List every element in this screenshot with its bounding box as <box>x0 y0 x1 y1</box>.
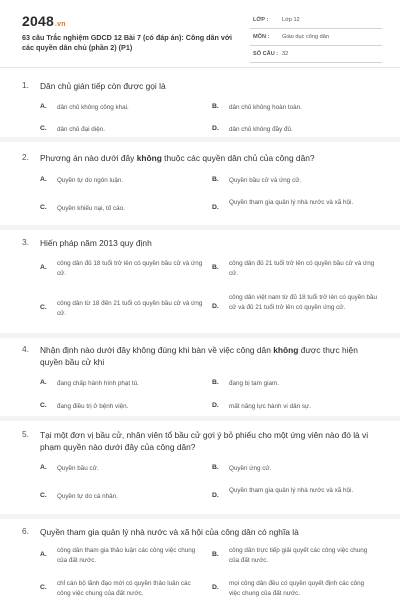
option-text: công dân trực tiếp giải quyết các công việc chung của đất nước. <box>229 547 368 564</box>
option-text: Quyền khiếu nại, tố cáo. <box>57 205 125 212</box>
option-text: Quyền bầu cử. <box>57 465 99 472</box>
option-letter: B. <box>212 551 219 558</box>
option-letter: A. <box>40 464 47 471</box>
question-text: Dân chủ gián tiếp còn được gọi là <box>40 81 166 91</box>
meta-value: Lớp 12 <box>282 17 300 23</box>
question-number: 4. <box>22 344 29 354</box>
option-text: Quyền tự do cá nhân. <box>57 493 118 500</box>
meta-value: Giáo dục công dân <box>282 34 329 40</box>
question-separator <box>0 137 400 142</box>
header-divider <box>0 67 400 68</box>
option-letter: A. <box>40 103 47 110</box>
question-number: 5. <box>22 429 29 439</box>
question-text: Phương án nào dưới đây không thuộc các quyền dân chủ của công dân? <box>40 153 315 163</box>
option-letter: C. <box>40 304 47 311</box>
option-letter: C. <box>40 402 47 409</box>
option-text: Quyền tham gia quản lý nhà nước và xã hội. <box>229 199 354 206</box>
option-letter: D. <box>212 303 219 310</box>
option-letter: D. <box>212 492 219 499</box>
option-text: Quyền ứng cử. <box>229 465 272 472</box>
option-letter: B. <box>212 176 219 183</box>
option-text: Quyền tham gia quản lý nhà nước và xã hội. <box>229 487 354 494</box>
meta-value: 32 <box>282 51 289 57</box>
question-text: Nhận định nào dưới đây không đúng khi bàn về việc công dân không được thực hiện quyền bầu cử khi <box>40 345 358 367</box>
question-number: 2. <box>22 152 29 162</box>
option-letter: B. <box>212 264 219 271</box>
option-text: công dân tham gia thảo luận các công việc chung của đất nước. <box>57 547 196 564</box>
option-text: Quyền tự do ngôn luận. <box>57 177 124 184</box>
question-separator <box>0 416 400 421</box>
option-text: dân chủ không hoàn toàn. <box>229 104 302 111</box>
option-text: chỉ cán bộ lãnh đạo mới có quyền thảo luận các công việc chung của đất nước. <box>57 580 191 597</box>
site-logo[interactable]: 2048.vn <box>22 13 66 29</box>
question-text: Tại một đơn vị bầu cử, nhân viên tổ bầu cử gợi ý bỏ phiếu cho một ứng viên nào đó là vi phạm quyền nào dưới đây của công dân? <box>40 430 369 452</box>
option-text: mất năng lực hành vi dân sự. <box>229 403 311 410</box>
option-letter: B. <box>212 464 219 471</box>
question-separator <box>0 225 400 230</box>
option-letter: D. <box>212 125 219 132</box>
option-text: công dân việt nam từ đủ 18 tuổi trở lên có quyền bầu cử và đủ 21 tuổi trở lên có quyền ứng cử. <box>229 294 378 311</box>
option-letter: C. <box>40 125 47 132</box>
meta-label: LỚP : <box>253 17 269 23</box>
option-letter: C. <box>40 492 47 499</box>
option-letter: A. <box>40 264 47 271</box>
option-text: dân chủ đại diện. <box>57 126 105 133</box>
option-letter: C. <box>40 204 47 211</box>
meta-panel <box>250 14 382 65</box>
option-text: dân chủ không công khai. <box>57 104 129 111</box>
option-text: đang điều trị ở bệnh viện. <box>57 403 129 410</box>
meta-row-class <box>250 14 382 29</box>
option-text: mọi công dân đều có quyền quyết định các công việc chung của đất nước. <box>229 580 365 597</box>
option-letter: D. <box>212 402 219 409</box>
option-text: dân chủ không đầy đủ. <box>229 126 293 133</box>
option-letter: D. <box>212 584 219 591</box>
question-number: 1. <box>22 80 29 90</box>
option-letter: A. <box>40 176 47 183</box>
meta-label: SỐ CÂU : <box>253 51 279 57</box>
option-text: Quyền bầu cử và ứng cử. <box>229 177 302 184</box>
option-letter: B. <box>212 379 219 386</box>
question-separator <box>0 514 400 519</box>
logo-tld: .vn <box>54 21 66 28</box>
option-text: đang bị tạm giam. <box>229 380 280 387</box>
option-text: công dân đủ 21 tuổi trở lên có quyền bầu cử và ứng cử. <box>229 260 375 277</box>
option-text: đang chấp hành hình phạt tù. <box>57 380 139 387</box>
option-letter: A. <box>40 551 47 558</box>
question-number: 6. <box>22 526 29 536</box>
option-text: công dân từ 18 đến 21 tuổi có quyền bầu cử và ứng cử. <box>57 300 203 317</box>
question-text: Hiến pháp năm 2013 quy định <box>40 238 152 248</box>
emphasis: không <box>136 153 162 163</box>
meta-label: MÔN : <box>253 34 270 40</box>
option-letter: C. <box>40 584 47 591</box>
option-letter: B. <box>212 103 219 110</box>
document-title: 63 câu Trắc nghiệm GDCD 12 Bài 7 (có đáp án): Công dân với các quyền dân chủ (phần 2) (P1) <box>22 33 232 52</box>
question-text: Quyền tham gia quản lý nhà nước và xã hội của công dân có nghĩa là <box>40 527 299 537</box>
question-separator <box>0 333 400 338</box>
option-letter: A. <box>40 379 47 386</box>
page-header <box>0 0 400 66</box>
option-text: công dân đủ 18 tuổi trở lên có quyền bầu cử và ứng cử. <box>57 260 203 277</box>
meta-row-subject <box>250 31 382 46</box>
emphasis: không <box>273 345 299 355</box>
option-letter: D. <box>212 204 219 211</box>
meta-row-count <box>250 48 382 63</box>
question-number: 3. <box>22 237 29 247</box>
